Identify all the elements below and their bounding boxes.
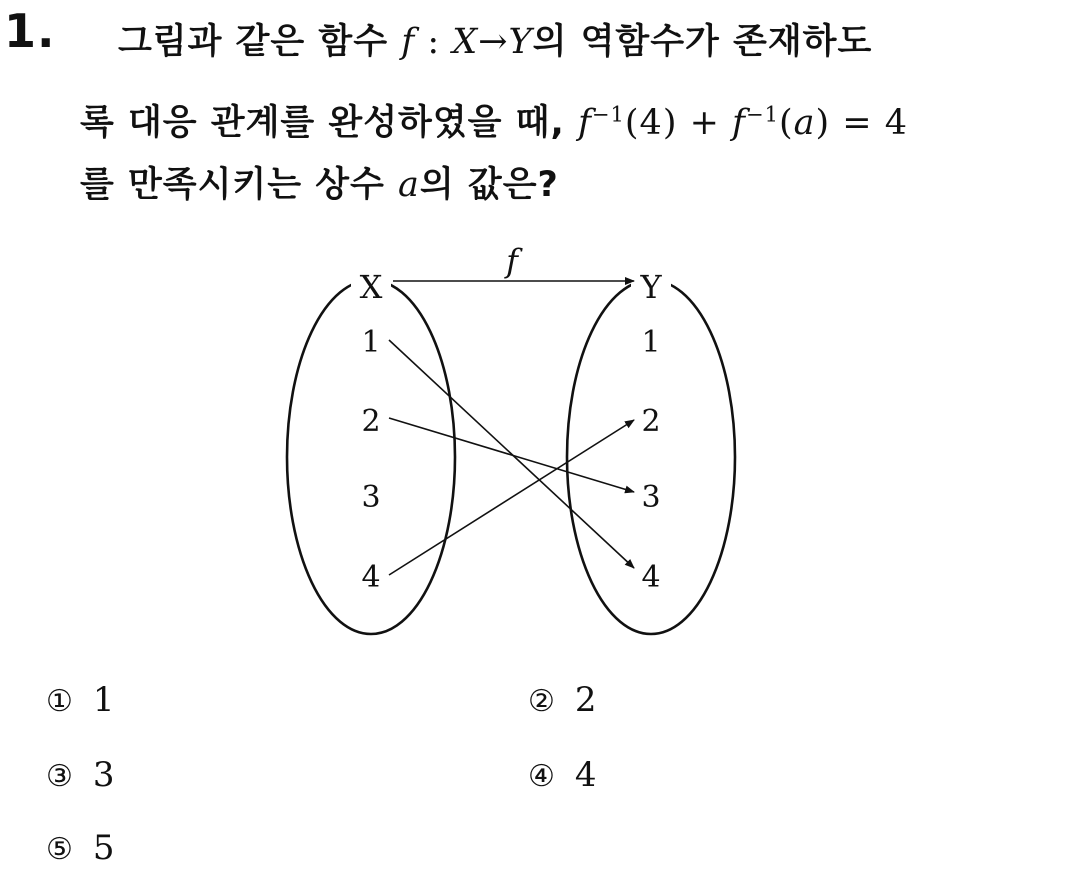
choice-value: 3: [92, 755, 115, 795]
x-element-3: 3: [361, 480, 381, 515]
equation-part: (: [778, 103, 794, 143]
mapping-arrow-4-to-2: [389, 420, 634, 575]
equation-part: (4) +: [624, 103, 733, 143]
question-text: 그림과 같은 함수: [118, 22, 402, 62]
question-text: 의 값은?: [419, 165, 559, 205]
choice-5[interactable]: [46, 828, 115, 868]
x-element-2: 2: [361, 404, 381, 439]
choice-value: 5: [92, 828, 115, 868]
mapping-arrow-2-to-3: [389, 418, 634, 492]
inverse-func-symbol: f: [732, 103, 747, 143]
y-element-1: 1: [641, 325, 661, 360]
choice-2[interactable]: [528, 680, 597, 720]
choice-marker: ③: [46, 759, 73, 794]
set-x-label: X: [359, 268, 383, 306]
y-element-4: 4: [641, 560, 661, 595]
question-text: 의 역함수가 존재하도: [532, 22, 873, 62]
set-x-symbol: X: [452, 22, 479, 62]
choice-value: 4: [574, 755, 597, 795]
choice-1[interactable]: [46, 680, 115, 720]
func-symbol: f: [401, 22, 416, 62]
inverse-exponent: −1: [591, 102, 625, 127]
x-element-1: 1: [361, 325, 381, 360]
y-element-2: 2: [641, 404, 661, 439]
inverse-exponent: −1: [746, 102, 779, 127]
question-number: 1.: [4, 4, 56, 58]
function-label: f: [506, 242, 518, 280]
variable-a: a: [398, 165, 420, 205]
choice-marker: ②: [528, 684, 555, 719]
choice-value: 2: [574, 680, 597, 720]
mapping-arrow-1-to-4: [389, 340, 634, 568]
set-y-symbol: Y: [508, 22, 533, 62]
choice-4[interactable]: [528, 755, 597, 795]
arrow-symbol: →: [478, 22, 509, 62]
choice-marker: ④: [528, 759, 555, 794]
inverse-func-symbol: f: [577, 103, 592, 143]
question-text: 록 대응 관계를 완성하였을 때,: [80, 103, 578, 143]
y-element-3: 3: [641, 480, 661, 515]
variable-a: a: [793, 103, 816, 143]
choice-3[interactable]: [46, 755, 115, 795]
x-element-4: 4: [361, 560, 381, 595]
choice-value: 1: [92, 680, 115, 720]
set-y-label: Y: [640, 268, 662, 306]
equation-part: ) = 4: [815, 103, 909, 143]
colon-symbol: :: [415, 22, 453, 62]
question-text: 를 만족시키는 상수: [80, 165, 399, 205]
choice-marker: ①: [46, 684, 73, 719]
choice-marker: ⑤: [46, 832, 73, 867]
